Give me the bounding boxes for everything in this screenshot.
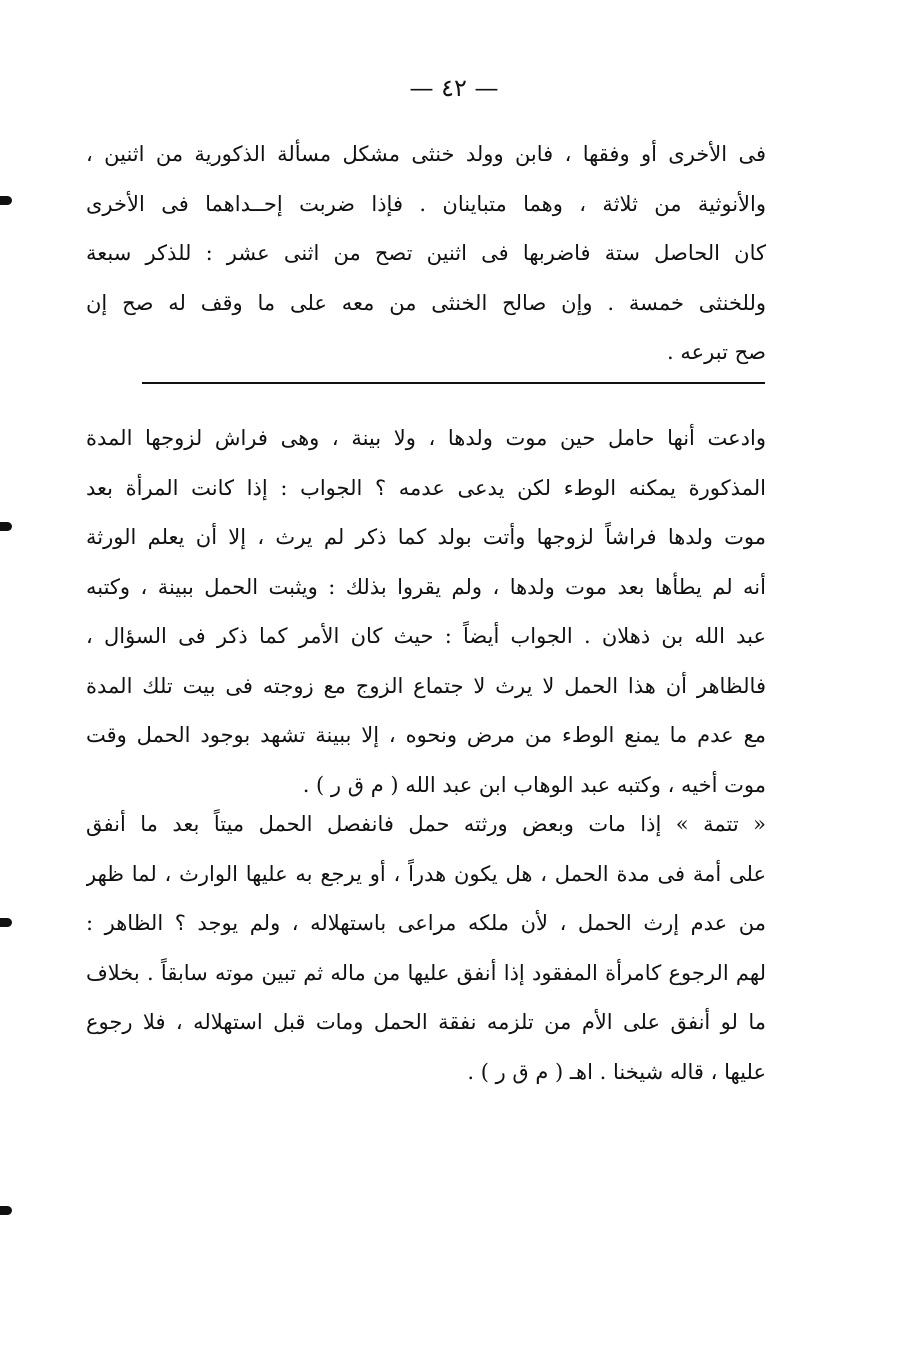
text-line: موت ولدها فراشاً لزوجها وأتت بولد كما ذكر لم يرث ، إلا أن يعلم الورثة bbox=[86, 525, 766, 549]
page-number: — ٤٢ — bbox=[409, 74, 499, 102]
text-line: وللخنثى خمسة . وإن صالح الخنثى من معه على ما وقف له صح إن bbox=[86, 290, 766, 315]
binding-mark bbox=[0, 522, 12, 531]
binding-mark bbox=[0, 918, 12, 927]
text-line: أنه لم يطأها بعد موت ولدها ، ولم يقروا بذلك : ويثبت الحمل ببينة ، وكتبه bbox=[86, 574, 766, 599]
text-line: المذكورة يمكنه الوطء لكن يدعى عدمه ؟ الجواب : إذا كانت المرأة بعد bbox=[86, 475, 766, 500]
text-line: والأنوثية من ثلاثة ، وهما متباينان . فإذا ضربت إحــداهما فى الأخرى bbox=[86, 191, 766, 216]
text-line: فى الأخرى أو وفقها ، فابن وولد خنثى مشكل مسألة الذكورية من اثنين ، bbox=[86, 142, 766, 166]
paragraph-continuation bbox=[86, 130, 766, 378]
text-line: عبد الله بن ذهلان . الجواب أيضاً : حيث كان الأمر كما ذكر فى السؤال ، bbox=[86, 624, 766, 648]
text-line: وادعت أنها حامل حين موت ولدها ، ولا بينة ، وهى فراش لزوجها المدة bbox=[86, 426, 766, 450]
text-line: مع عدم ما يمنع الوطء من مرض ونحوه ، إلا ببينة تشهد بوجود الحمل وقت bbox=[86, 723, 766, 747]
text-line: صح تبرعه . bbox=[667, 340, 766, 364]
binding-mark bbox=[0, 196, 12, 205]
text-line: فالظاهر أن هذا الحمل لا يرث لا جتماع الزوج مع زوجته فى بيت تلك المدة bbox=[86, 673, 766, 698]
text-line: على أمة فى مدة الحمل ، هل يكون هدراً ، أو يرجع به عليها الوارث ، لما ظهر bbox=[86, 861, 766, 886]
footnote-paragraph bbox=[86, 414, 766, 810]
binding-mark bbox=[0, 1206, 12, 1215]
text-line: موت أخيه ، وكتبه عبد الوهاب ابن عبد الله ( م ق ر ) . bbox=[302, 772, 766, 797]
text-line: كان الحاصل ستة فاضربها فى اثنين تصح من اثنى عشر : للذكر سبعة bbox=[86, 241, 766, 265]
text-line: ما لو أنفق على الأم من تلزمه نفقة الحمل ومات قبل استهلاله ، فلا رجوع bbox=[86, 1010, 766, 1034]
text-line: « تتمة » إذا مات وبعض ورثته حمل فانفصل الحمل ميتاً بعد ما أنفق bbox=[86, 812, 766, 836]
text-line: من عدم إرث الحمل ، لأن ملكه مراعى باستهلاله ، ولم يوجد ؟ الظاهر : bbox=[86, 911, 766, 935]
text-line: لهم الرجوع كامرأة المفقود إذا أنفق عليها من ماله ثم تبين موته سابقاً . بخلاف bbox=[86, 960, 766, 985]
separator-rule bbox=[142, 382, 765, 384]
text-line: عليها ، قاله شيخنا . اهـ ( م ق ر ) . bbox=[467, 1059, 766, 1084]
supplement-paragraph bbox=[86, 800, 766, 1097]
